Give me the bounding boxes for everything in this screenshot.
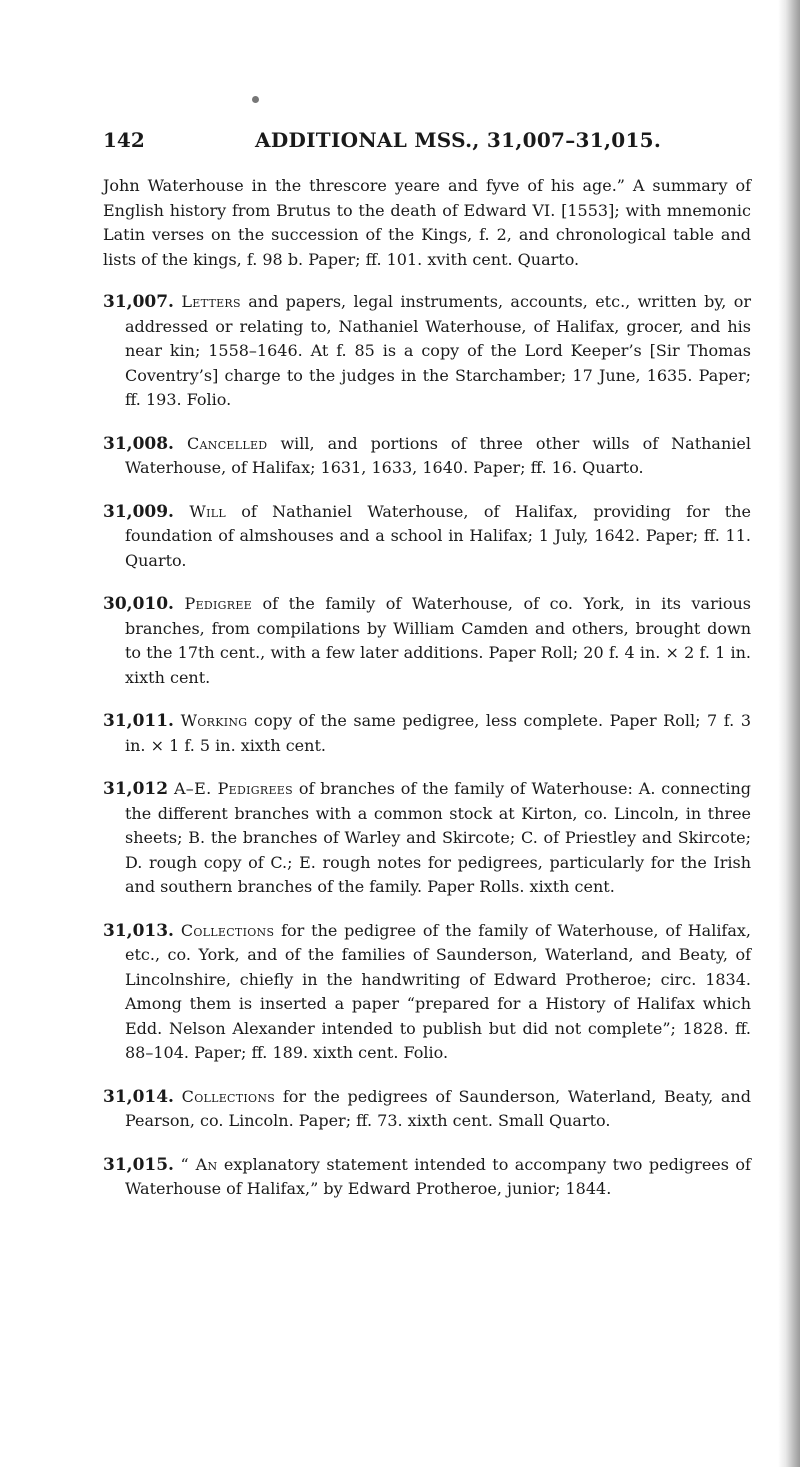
catalogue-entry-30010 — [103, 592, 751, 690]
catalogue-entry-31015 — [103, 1153, 751, 1202]
entry-text: of Nathaniel Waterhouse, of Halifax, providing for the foundation of almshouses and a school in Halifax; 1 July, 1642. Paper; ff. 11. Quarto. — [125, 501, 751, 570]
entry-keyword: Will — [189, 501, 226, 521]
catalogue-entry-31014 — [103, 1085, 751, 1134]
catalogue-entry-31011 — [103, 709, 751, 758]
entry-text: and papers, legal instruments, accounts, etc., written by, or addressed or relating to, Nathaniel Waterhouse, of Halifax, grocer, and his near kin; 1558–1646. At f. 85 is a copy of the Lord Keeper’s [Sir Thomas Coventry’s] charge to the judges in the Starchamber; 17 June, 1635. Paper; ff. 193. Folio. — [125, 292, 751, 409]
entry-number: 31,009. — [103, 501, 174, 522]
catalogue-entry-31012 — [103, 777, 751, 900]
entry-number: 31,013. — [103, 920, 174, 941]
entry-number: 30,010. — [103, 594, 174, 614]
page-header — [0, 128, 800, 158]
entry-text: explanatory statement intended to accompany two pedigrees of Waterhouse of Halifax,” by Edward Protheroe, junior; 1844. — [125, 1154, 751, 1198]
entry-number: 31,015. — [103, 1154, 174, 1175]
entry-text: for the pedigree of the family of Waterhouse, of Halifax, etc., co. York, and of the families of Saunderson, Waterland, and Beaty, of Lincolnshire, chiefly in the handwriting of Edward Protheroe; circ. 1834. Among them is inserted a paper “prepared for a History of Halifax which Edd. Nelson Alexander intended to publish but did not complete”; 1828. ff. 88–104. Paper; ff. 189. xixth cent. Folio. — [125, 920, 752, 1062]
catalogue-entry-31008 — [103, 432, 751, 481]
entry-keyword: Working — [180, 711, 248, 730]
catalogue-entry-31013 — [103, 919, 751, 1066]
entry-keyword: Pedigree — [184, 594, 253, 613]
entry-text: copy of the same pedigree, less complete. Paper Roll; 7 f. 3 in. × 1 f. 5 in. xixth cent. — [125, 711, 752, 755]
entry-keyword: “ An — [180, 1154, 218, 1174]
entry-keyword: Letters — [181, 292, 241, 311]
catalogue-entry-31007 — [103, 290, 751, 413]
intro-paragraph: John Waterhouse in the threscore yeare and fyve of his age.” A summary of English history from Brutus to the death of Edward VI. [1553]; with mnemonic Latin verses on the succession of the Kings, f. 2, and chronological table and lists of the kings, f. 98 b. Paper; ff. 101. xvith cent. Quarto. — [103, 176, 751, 269]
entry-text: will, and portions of three other wills of Nathaniel Waterhouse, of Halifax; 1631, 1633, 1640. Paper; ff. 16. Quarto. — [125, 433, 751, 477]
entry-text: of the family of Waterhouse, of co. York, in its various branches, from compilations by William Camden and others, brought down to the 17th cent., with a few later additions. Paper Roll; 20 f. 4 in. × 2 f. 1 in. xixth cent. — [125, 594, 751, 687]
catalogue-entry-31009 — [103, 500, 751, 574]
entry-number: 31,011. — [103, 711, 174, 731]
catalogue-body — [103, 174, 751, 1221]
running-title: ADDITIONAL MSS., 31,007–31,015. — [255, 128, 662, 152]
entry-number: 31,014. — [103, 1086, 174, 1107]
entry-keyword: Collections — [181, 1086, 276, 1106]
entry-number: 31,007. — [103, 292, 174, 312]
page-number: 142 — [103, 128, 145, 152]
entry-number: 31,008. — [103, 433, 174, 454]
entry-keyword: A–E. Pedigrees — [173, 779, 293, 798]
entry-number: 31,012 — [103, 779, 169, 799]
page-edge-shadow — [778, 0, 800, 1467]
print-dot-mark — [252, 96, 259, 103]
entry-keyword: Collections — [180, 920, 275, 940]
entry-keyword: Cancelled — [187, 433, 268, 453]
entry-text: for the pedigrees of Saunderson, Waterland, Beaty, and Pearson, co. Lincoln. Paper; ff. 73. xixth cent. Small Quarto. — [125, 1086, 751, 1130]
entry-text: of branches of the family of Waterhouse: A. connecting the different branches with a common stock at Kirton, co. Lincoln, in three sheets; B. the branches of Warley and Skircote; C. of Priestley and Skircote; D. rough copy of C.; E. rough notes for pedigrees, particularly for the Irish and southern branches of the family. Paper Rolls. xixth cent. — [125, 779, 752, 896]
